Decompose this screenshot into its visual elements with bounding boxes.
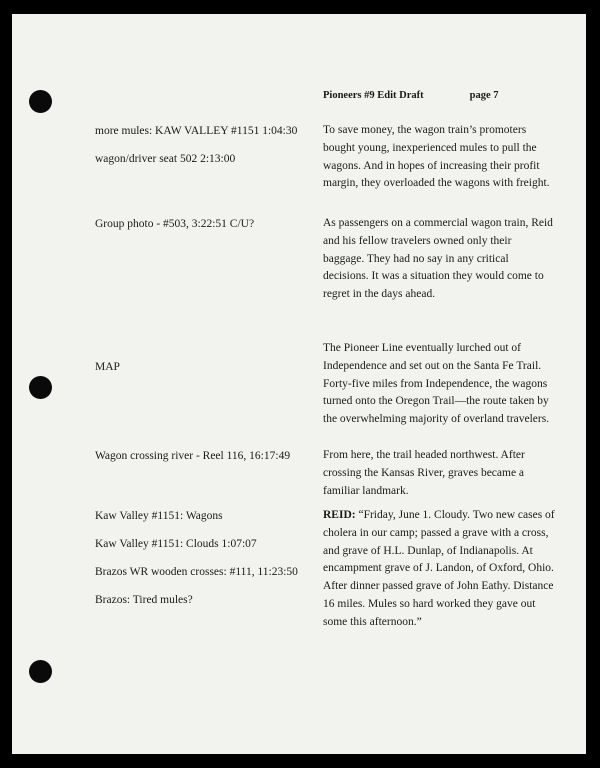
shot-note: Brazos WR wooden crosses: #111, 11:23:50 [95, 566, 298, 578]
narration-paragraph [323, 215, 555, 304]
narration-paragraph [323, 507, 555, 632]
shot-note: Kaw Valley #1151: Wagons [95, 510, 223, 522]
shot-note: Wagon crossing river - Reel 116, 16:17:49 [95, 450, 291, 462]
narration-paragraph [323, 447, 555, 500]
script-page [12, 14, 586, 754]
narration-paragraph [323, 340, 555, 429]
speaker-label: REID: [323, 509, 356, 521]
draft-title: Pioneers #9 Edit Draft [323, 90, 424, 101]
shot-note: MAP [95, 361, 120, 373]
shot-note: more mules: KAW VALLEY #1151 1:04:30 [95, 125, 298, 137]
shot-note: Group photo - #503, 3:22:51 C/U? [95, 218, 255, 230]
binder-hole [29, 90, 52, 113]
paragraph-text: The Pioneer Line eventually lurched out of Independence and set out on the Santa Fe Trail. Forty-five miles from Independence, the wagons turned onto the Oregon Trail—the route taken by the overwhelming majority of overland travelers. [323, 342, 550, 426]
shot-note: wagon/driver seat 502 2:13:00 [95, 153, 236, 165]
quote-text: “Friday, June 1. Cloudy. Two new cases of cholera in our camp; passed a grave with a cross, and grave of H.L. Dunlap, of Indianapolis. At encampment grave of J. Landon, of Oxford, Ohio. After dinner passed grave of John Eathy. Distance 16 miles. Mules so hard worked they gave out some this afternoon.” [323, 509, 555, 628]
paragraph-text: As passengers on a commercial wagon train, Reid and his fellow travelers owned only their baggage. They had no say in any critical decisions. It was a situation they would come to regret in the days ahead. [323, 217, 553, 301]
binder-hole [29, 376, 52, 399]
paragraph-text: From here, the trail headed northwest. After crossing the Kansas River, graves became a familiar landmark. [323, 449, 525, 497]
narration-paragraph [323, 122, 555, 193]
binder-hole [29, 660, 52, 683]
shot-note: Brazos: Tired mules? [95, 594, 193, 606]
page-number: page 7 [469, 90, 499, 101]
page-header [323, 90, 498, 101]
shot-note: Kaw Valley #1151: Clouds 1:07:07 [95, 538, 257, 550]
paragraph-text: To save money, the wagon train’s promoters bought young, inexperienced mules to pull the wagons. And in hopes of increasing their profit margin, they overloaded the wagons with freight. [323, 124, 550, 190]
